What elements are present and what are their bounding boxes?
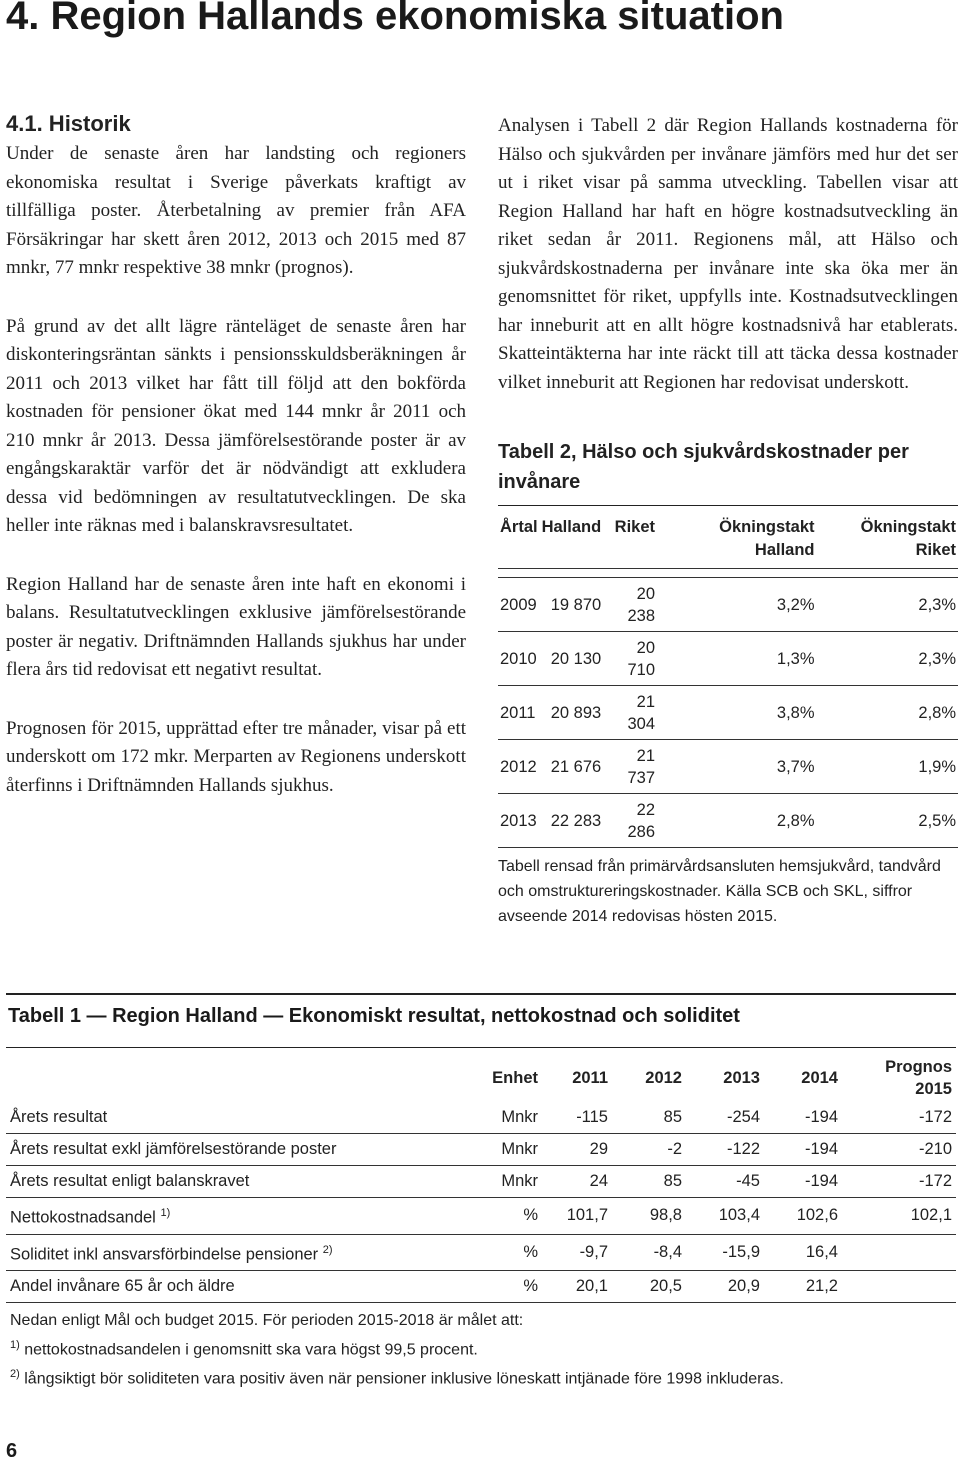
table2-cell: 2011 bbox=[498, 686, 540, 740]
paragraph-pension: På grund av det allt lägre ränteläget de senaste åren har diskonteringsräntan sänkts i pensionsskuldsberäkningen år 2011 och 2013 vilket har fått till följd att den bokförda kostnaden för pensioner ökat med 144 mnkr år 2011 och 210 mnkr år 2013. Dessa jämförelsestörande poster är av engångskaraktär varför det är nödvändigt att exkludera dessa vid bedömningen av resultatutvecklingen. De ska heller inte räknas med i balanskravsresultatet. bbox=[6, 315, 466, 536]
table1-cell: -210 bbox=[842, 1134, 956, 1166]
table-row bbox=[498, 632, 958, 686]
table2-cell: 20 893 bbox=[540, 686, 604, 740]
table1-cell: -194 bbox=[764, 1166, 842, 1198]
table1-cell: 102,1 bbox=[842, 1198, 956, 1235]
table2-cell: 21 304 bbox=[603, 686, 657, 740]
paragraph-history: Under de senaste åren har landsting och regioners ekonomiska resultat i Sverige påverkats kraftigt av tillfälliga poster. Återbetalning av premier från AFA Försäkringar har skett åren 2012, 2013 och 2015 med 87 mnkr, 77 mnkr respektive 38 mnkr (prognos). bbox=[6, 143, 466, 278]
table1-header: 2014 bbox=[801, 1069, 838, 1087]
table2-header: Ökningstakt Riket bbox=[817, 506, 958, 569]
table1-cell: -8,4 bbox=[612, 1234, 686, 1271]
table-row bbox=[6, 1198, 956, 1235]
table1-cell: 21,2 bbox=[764, 1271, 842, 1303]
table2-header: Halland bbox=[540, 506, 604, 569]
paragraph-forecast: Prognosen för 2015, upprättad efter tre månader, visar på ett underskott om 172 mkr. Merparten av Regionens underskott återfinns i Driftnämnden Hallands sjukhus. bbox=[6, 717, 466, 796]
paragraph-analysis: Analysen i Tabell 2 där Region Hallands kostnaderna för Hälso och sjukvården per invånare jämförs med hur det ser ut i riket visar på samma utveckling. Tabellen visar att Region Halland har haft en högre kostnadsutveckling än riket sedan år 2011. Regionens mål, att Hälso och sjukvårdskostnaderna per invånare inte ska öka mer än genomsnittet för riket, uppfylls inte. Kostnadsutvecklingen har inneburit att en allt högre kostnadsnivå har etablerats. Skatteintäkterna har inte räckt till att täcka dessa kostnader vilket inneburit att Regionen har redovisat underskott. bbox=[498, 115, 958, 393]
footnote-marker: 2) bbox=[322, 1243, 333, 1256]
table1-cell: 103,4 bbox=[686, 1198, 764, 1235]
table1-cell: -9,7 bbox=[542, 1234, 612, 1271]
table2-cell: 19 870 bbox=[540, 578, 604, 632]
table1-row-label: Nettokostnadsandel $^{1)}$ bbox=[6, 1198, 484, 1235]
table2 bbox=[498, 505, 958, 848]
table1 bbox=[6, 1047, 956, 1303]
table1-cell: -15,9 bbox=[686, 1234, 764, 1271]
table1-title: Tabell 1 — Region Halland — Ekonomiskt resultat, nettokostnad och soliditet bbox=[8, 1005, 740, 1027]
table1-cell bbox=[842, 1234, 956, 1271]
section-title: 4.1. Historik bbox=[6, 111, 131, 136]
table1-cell: % bbox=[484, 1234, 542, 1271]
table2-cell: 1,3% bbox=[657, 632, 816, 686]
table1-cell: % bbox=[484, 1271, 542, 1303]
table2-title: Tabell 2, Hälso och sjukvårdskostnader per invånare bbox=[498, 441, 909, 493]
table2-cell: 2,8% bbox=[657, 794, 816, 848]
table1-cell: -194 bbox=[764, 1134, 842, 1166]
table1-row-label: Årets resultat bbox=[6, 1102, 484, 1134]
table1-row-label: Årets resultat exkl jämförelsestörande poster bbox=[6, 1134, 484, 1166]
table2-header: Ökningstakt Halland bbox=[657, 506, 816, 569]
table2-cell: 2010 bbox=[498, 632, 540, 686]
table1-row-label: Soliditet inkl ansvarsförbindelse pensioner $^{2)}$ bbox=[6, 1234, 484, 1271]
table1-section bbox=[6, 993, 956, 1392]
table2-cell: 22 286 bbox=[603, 794, 657, 848]
table1-cell: 85 bbox=[612, 1166, 686, 1198]
table1-cell: 29 bbox=[542, 1134, 612, 1166]
table1-note-2: $^{2)}$ långsiktigt bör soliditeten vara positiv även när pensioner inklusive löneskatt intjänade före 1998 inkluderas. bbox=[10, 1368, 784, 1388]
table-row bbox=[498, 686, 958, 740]
table-row bbox=[6, 1271, 956, 1303]
table2-cell: 2013 bbox=[498, 794, 540, 848]
table-row bbox=[498, 794, 958, 848]
table1-header: 2013 bbox=[723, 1069, 760, 1087]
table1-header: Prognos 2015 bbox=[885, 1058, 952, 1098]
table2-cell: 2012 bbox=[498, 740, 540, 794]
table-row bbox=[6, 1102, 956, 1134]
table1-cell: % bbox=[484, 1198, 542, 1235]
table1-cell: Mnkr bbox=[484, 1102, 542, 1134]
table1-cell: -194 bbox=[764, 1102, 842, 1134]
paragraph-balance: Region Halland har de senaste åren inte haft en ekonomi i balans. Resultatutvecklingen exklusive jämförelsestörande poster är negativ. Driftnämnden Hallands sjukhus har under flera års tid redovisat ett negativt resultat. bbox=[6, 573, 466, 680]
divider bbox=[6, 993, 956, 995]
table2-cell: 3,8% bbox=[657, 686, 816, 740]
table2-cell: 21 676 bbox=[540, 740, 604, 794]
table2-cell: 3,2% bbox=[657, 578, 816, 632]
table1-cell: Mnkr bbox=[484, 1166, 542, 1198]
table1-header: Enhet bbox=[492, 1069, 538, 1087]
table2-cell: 21 737 bbox=[603, 740, 657, 794]
table1-row-label: Årets resultat enligt balanskravet bbox=[6, 1166, 484, 1198]
table1-cell: 24 bbox=[542, 1166, 612, 1198]
table-row bbox=[6, 1166, 956, 1198]
table1-cell: -254 bbox=[686, 1102, 764, 1134]
table1-cell: -45 bbox=[686, 1166, 764, 1198]
table-row bbox=[498, 740, 958, 794]
right-column bbox=[498, 112, 958, 929]
table1-cell: -115 bbox=[542, 1102, 612, 1134]
table2-cell: 1,9% bbox=[817, 740, 958, 794]
table1-cell bbox=[842, 1271, 956, 1303]
table1-cell: 98,8 bbox=[612, 1198, 686, 1235]
table1-cell: -2 bbox=[612, 1134, 686, 1166]
left-column bbox=[6, 108, 466, 800]
table-row bbox=[6, 1234, 956, 1271]
table2-cell: 3,7% bbox=[657, 740, 816, 794]
table1-cell: -172 bbox=[842, 1102, 956, 1134]
table2-note: Tabell rensad från primärvårdsansluten hemsjukvård, tandvård och omstruktureringskostnader. Källa SCB och SKL, siffror avseende 2014 redovisas hösten 2015. bbox=[498, 858, 941, 925]
table1-note-1: $^{1)}$ nettokostnadsandelen i genomsnitt ska vara högst 99,5 procent. bbox=[10, 1339, 478, 1359]
table-row bbox=[6, 1134, 956, 1166]
table1-cell: 20,9 bbox=[686, 1271, 764, 1303]
table1-cell: -172 bbox=[842, 1166, 956, 1198]
table1-header-row bbox=[6, 1048, 956, 1103]
table2-header: Årtal bbox=[498, 506, 540, 569]
table1-header: 2012 bbox=[645, 1069, 682, 1087]
table2-header-row bbox=[498, 506, 958, 569]
table1-note-intro: Nedan enligt Mål och budget 2015. För perioden 2015-2018 är målet att: bbox=[10, 1312, 524, 1329]
table1-header bbox=[6, 1048, 484, 1103]
table1-cell: 85 bbox=[612, 1102, 686, 1134]
footnote-marker: 1) bbox=[160, 1207, 171, 1219]
table1-notes bbox=[6, 1309, 956, 1392]
table1-cell: 102,6 bbox=[764, 1198, 842, 1235]
table2-cell: 22 283 bbox=[540, 794, 604, 848]
table2-cell: 2009 bbox=[498, 578, 540, 632]
table2-cell: 2,8% bbox=[817, 686, 958, 740]
table2-header: Riket bbox=[603, 506, 657, 569]
table1-cell: -122 bbox=[686, 1134, 764, 1166]
table1-cell: Mnkr bbox=[484, 1134, 542, 1166]
page-number: 6 bbox=[6, 1440, 18, 1462]
table2-cell: 2,5% bbox=[817, 794, 958, 848]
table1-row-label: Andel invånare 65 år och äldre bbox=[6, 1271, 484, 1303]
table2-cell: 2,3% bbox=[817, 632, 958, 686]
table2-cell: 20 710 bbox=[603, 632, 657, 686]
table1-cell: 20,5 bbox=[612, 1271, 686, 1303]
table2-cell: 20 238 bbox=[603, 578, 657, 632]
table2-cell: 20 130 bbox=[540, 632, 604, 686]
table-row bbox=[498, 578, 958, 632]
table1-cell: 20,1 bbox=[542, 1271, 612, 1303]
page-heading: 4. Region Hallands ekonomiska situation bbox=[6, 0, 784, 38]
table1-cell: 16,4 bbox=[764, 1234, 842, 1271]
table1-header: 2011 bbox=[572, 1069, 608, 1087]
table1-cell: 101,7 bbox=[542, 1198, 612, 1235]
table2-cell: 2,3% bbox=[817, 578, 958, 632]
